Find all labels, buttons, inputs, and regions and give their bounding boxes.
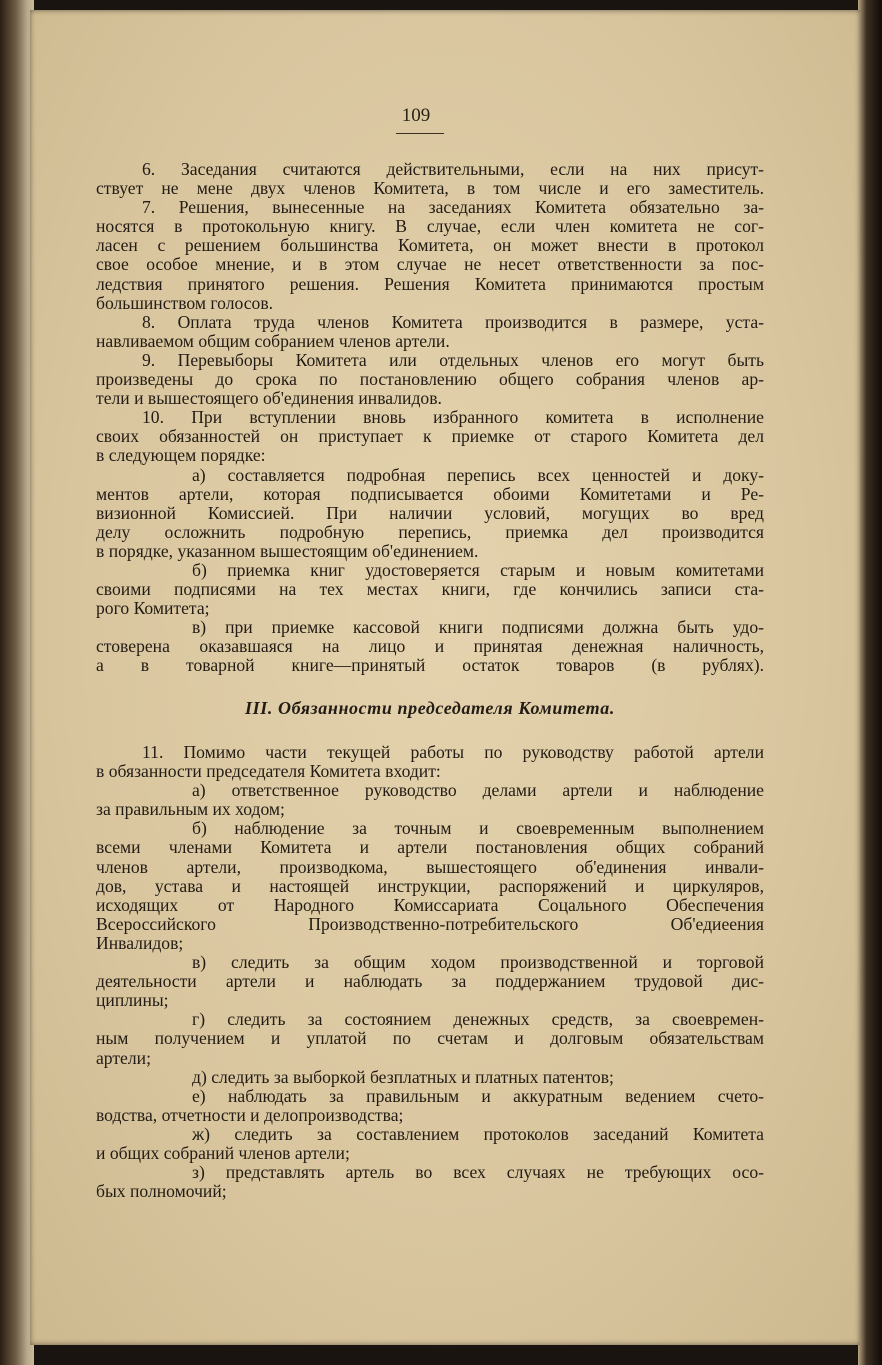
text-block-upper (96, 160, 764, 676)
section-heading: III. Обязанности председателя Комитета. (245, 698, 615, 718)
text-line: Всероссийского Производственно-потребительского Об'едиеения (96, 913, 764, 934)
text-line: ж) следить за составлением протоколов заседаний Комитета (192, 1123, 764, 1144)
page-number: 109 (401, 105, 431, 126)
text-line: стоверена оказавшаяся на лицо и принятая денежная наличность, (96, 636, 764, 657)
text-line: ствует не мене двух членов Комитета, в том числе и его заместитель. (96, 178, 764, 199)
text-line: в порядке, указанном вышестоящим об'единением. (96, 540, 479, 561)
text-line: в следующем порядке: (96, 445, 266, 466)
text-line: дов, устава и настоящей инструкции, распоряжений и циркуляров, (96, 875, 764, 896)
text-line: членов артели, производкома, вышестоящего об'единения инвали- (96, 856, 764, 877)
text-line: д) следить за выборкой безплатных и платных патентов; (192, 1066, 614, 1087)
text-line: своих обязанностей он приступает к приемке от старого Комитета дел (96, 426, 764, 447)
text-line: а) ответственное руководство делами артели и наблюдение (192, 780, 764, 801)
text-line: 6. Заседания считаются действительными, если на них присут- (142, 159, 764, 179)
text-line: бых полномочий; (96, 1181, 227, 1202)
text-line: е) наблюдать за правильным и аккуратным ведением счето- (192, 1085, 764, 1106)
text-line: в обязанности председателя Комитета входит: (96, 761, 441, 782)
page-number-rule (396, 133, 444, 134)
text-line: артели; (96, 1047, 151, 1068)
text-block-lower (96, 743, 764, 1201)
text-line: деятельности артели и наблюдать за поддержанием трудовой дис- (96, 971, 764, 992)
text-line: ледствия принятого решения. Решения Комитета принимаются простым (96, 273, 764, 294)
text-line: б) наблюдение за точным и своевременным выполнением (192, 818, 764, 839)
text-line: делу осложнить подробную перепись, приемка дел производится (96, 521, 764, 542)
text-line: 10. При вступлении вновь избранного комитета в исполнение (142, 407, 764, 428)
book-page (30, 10, 860, 1345)
text-line: своими подписями на тех местах книги, где кончились записи ста- (96, 579, 764, 600)
text-line: большинством голосов. (96, 292, 274, 313)
book-binding-right (858, 0, 882, 1365)
text-line: рого Комитета; (96, 598, 210, 619)
text-line: ным получением и уплатой по счетам и долговым обязательствам (96, 1028, 764, 1049)
text-line: произведены до срока по постановлению общего собрания членов ар- (96, 369, 764, 390)
text-line: 11. Помимо части текущей работы по руководству работой артели (142, 742, 764, 762)
text-line: 7. Решения, вынесенные на заседаниях Комитета обязательно за- (142, 197, 764, 218)
text-line: свое особое мнение, и в этом случае не несет ответственности за пос- (96, 254, 764, 275)
text-line: Инвалидов; (96, 932, 184, 953)
text-line: г) следить за состоянием денежных средств, за своевремен- (192, 1009, 764, 1030)
text-line: носятся в протокольную книгу. В случае, если член комитета не сог- (96, 216, 764, 237)
text-line: з) представлять артель во всех случаях не требующих осо- (192, 1162, 764, 1183)
text-line: ласен с решением большинства Комитета, он может внести в протокол (96, 235, 764, 256)
text-line: а в товарной книге—принятый остаток товаров (в рублях). (96, 655, 764, 676)
text-line: б) приемка книг удостоверяется старым и новым комитетами (192, 559, 764, 580)
text-line: ментов артели, которая подписывается обоими Комитетами и Ре- (96, 483, 764, 504)
text-line: циплины; (96, 990, 169, 1011)
text-line: в) при приемке кассовой книги подписями должна быть удо- (192, 617, 764, 638)
text-line: навливаемом общим собранием членов артели. (96, 330, 450, 351)
text-line: 8. Оплата труда членов Комитета производится в размере, уста- (142, 311, 764, 332)
text-line: тели и вышестоящего об'единения инвалидов. (96, 388, 442, 409)
text-line: водства, отчетности и делопроизводства; (96, 1104, 404, 1125)
text-line: а) составляется подробная перепись всех ценностей и доку- (192, 464, 764, 485)
book-binding-left (0, 0, 34, 1365)
text-line: за правильным их ходом; (96, 799, 285, 820)
text-line: в) следить за общим ходом производственной и торговой (192, 952, 764, 973)
text-line: и общих собраний членов артели; (96, 1142, 350, 1163)
text-line: 9. Перевыборы Комитета или отдельных членов его могут быть (142, 349, 764, 370)
text-line: исходящих от Народного Комиссариата Соцального Обеспечения (96, 894, 764, 915)
text-line: всеми членами Комитета и артели постановления общих собраний (96, 837, 764, 858)
text-line: визионной Комиссией. При наличии условий, могущих во вред (96, 502, 764, 523)
